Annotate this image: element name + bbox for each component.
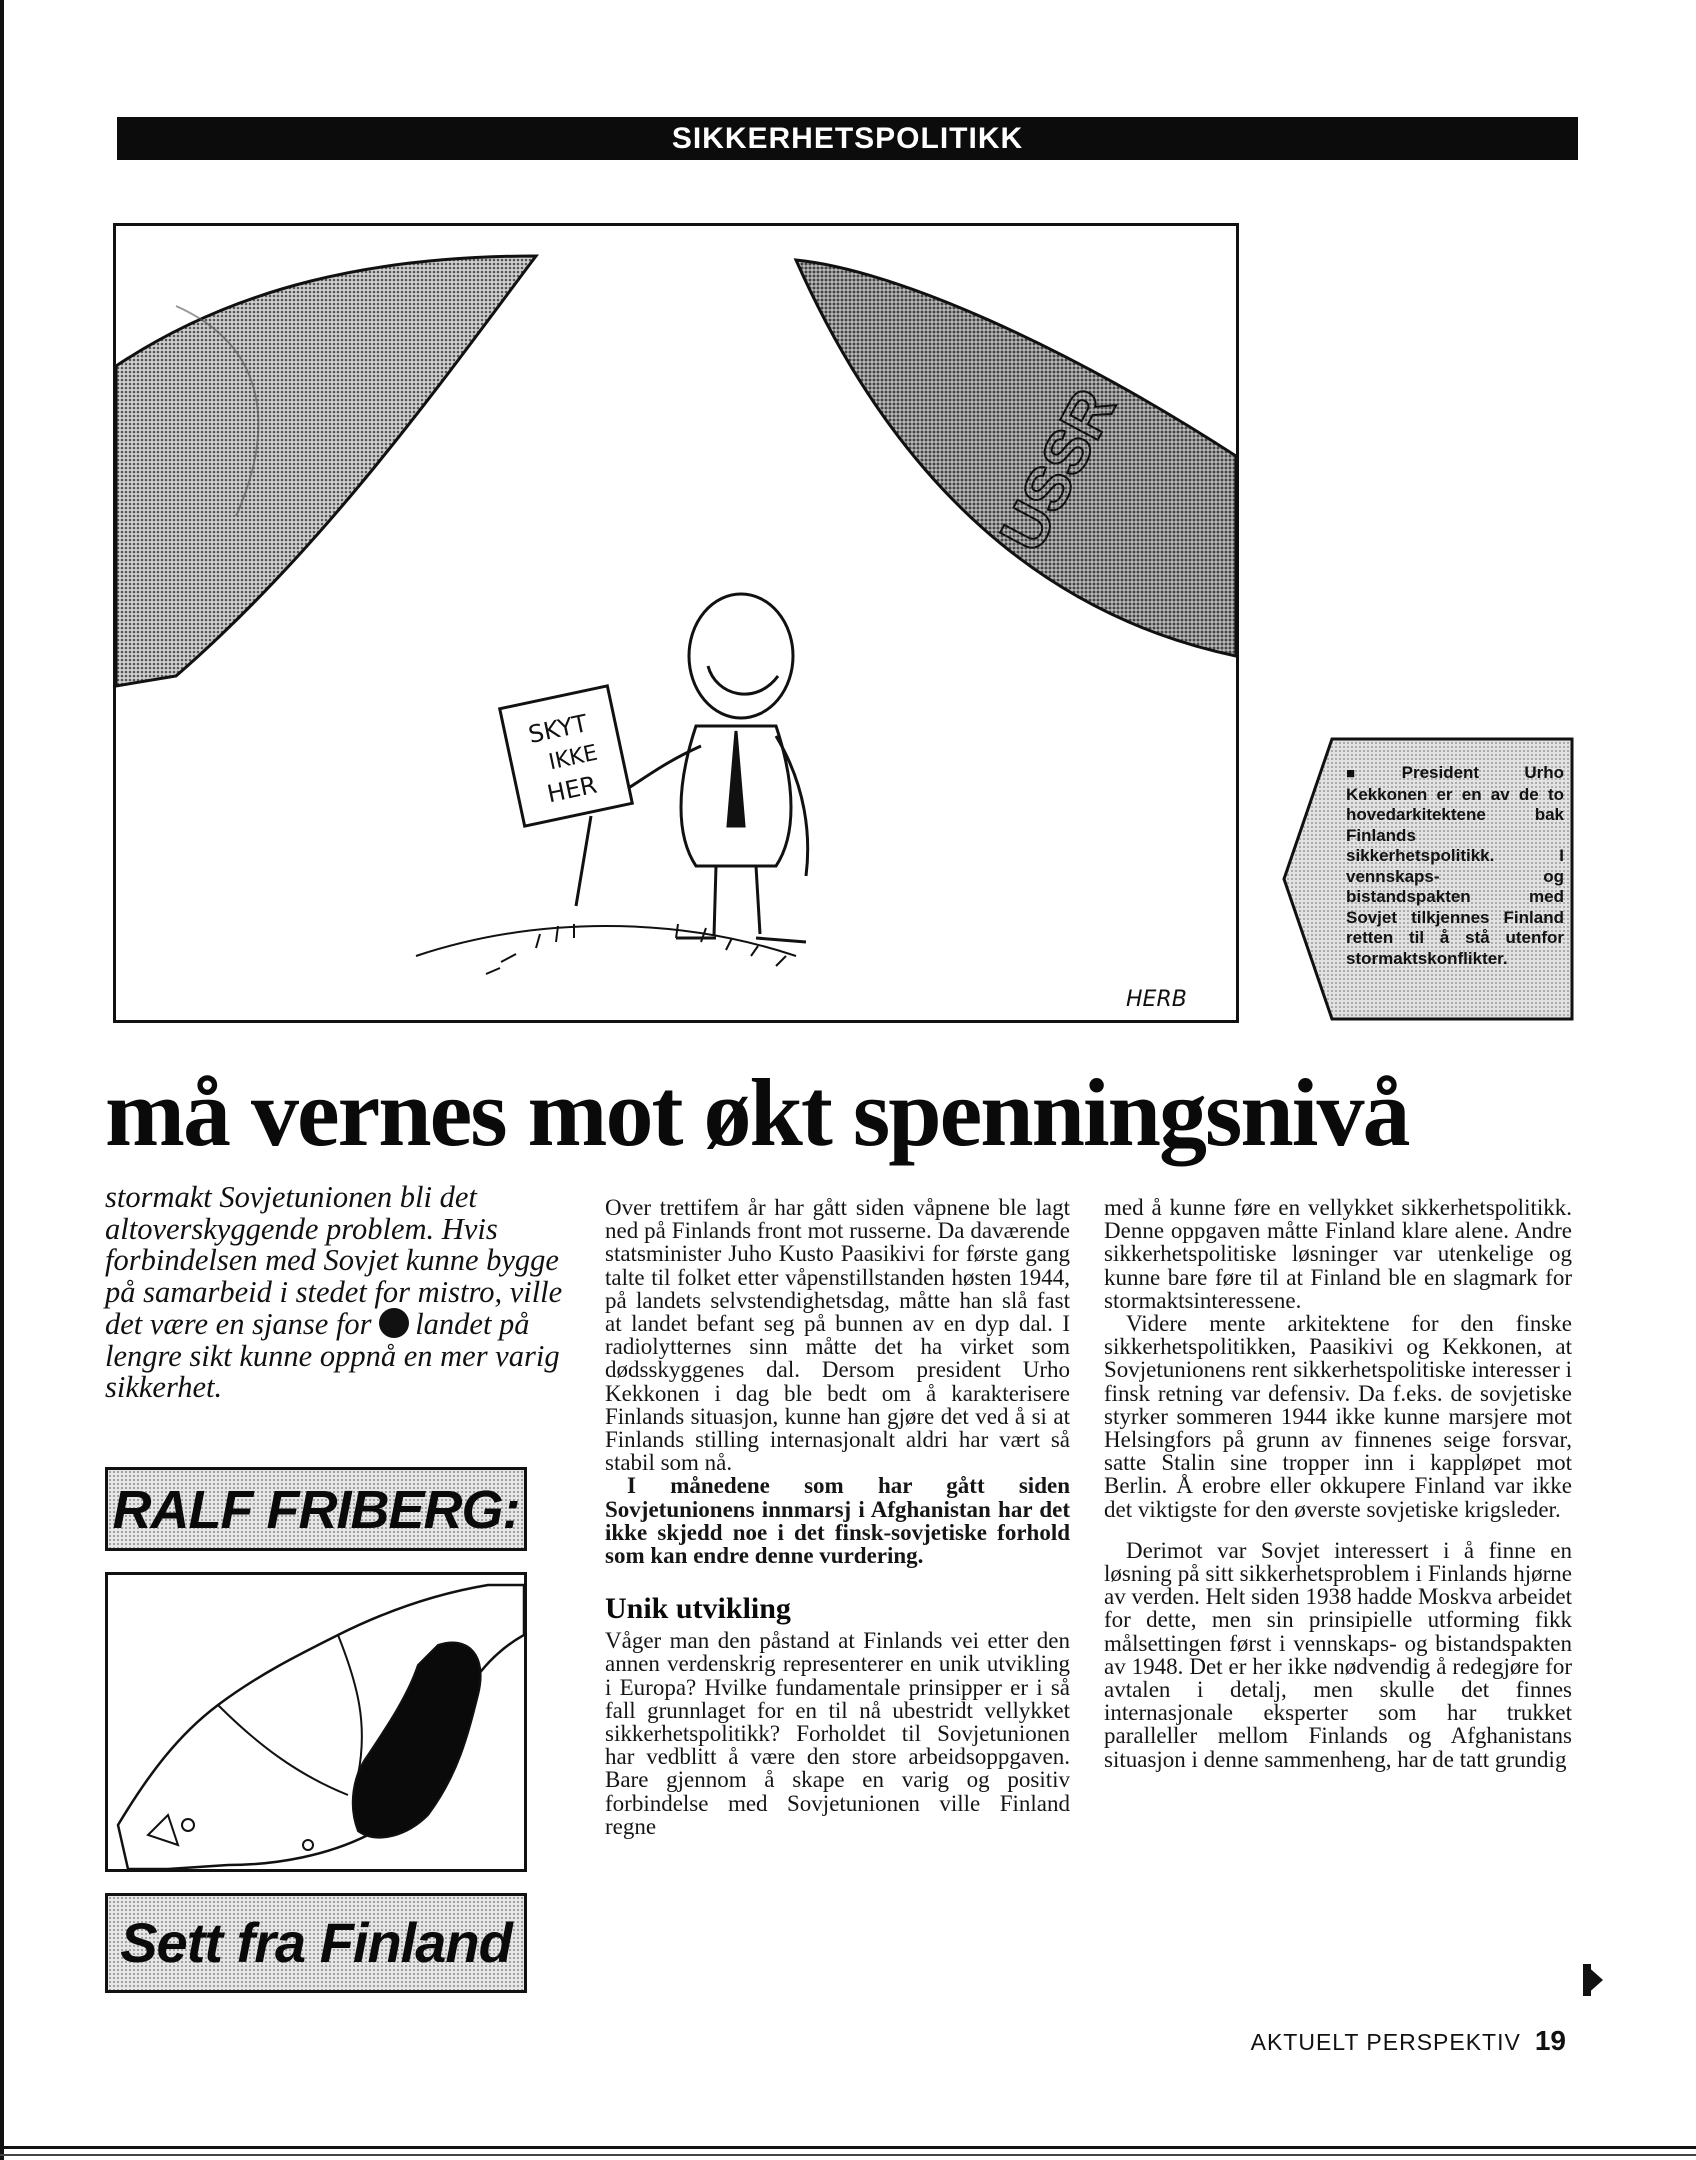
lead-paragraph [105, 1182, 571, 1404]
page-footer [1251, 2026, 1566, 2057]
article-column-2 [605, 1196, 1070, 1838]
sign-line-2: IKKE [546, 740, 600, 776]
series-title: Sett fra Finland [105, 1893, 527, 1993]
kekkonen-figure [606, 594, 808, 942]
author-byline: RALF FRIBERG: [105, 1467, 527, 1551]
col2-paragraph-1: Over trettifem år har gått siden våpnene ble lagt ned på Finlands front mot russerne. Da daværende statsminister Juho Kusto Paasikivi for første gang talte til folket etter våpenstillstanden høsten 1944, på landets selvstendighetsdag, måtte han slå fast at landet befant seg på bunnen av en dyp dal. I radiolytternes sinn måtte det ha virket som dødsskyggenes dal. Dersom president Urho Kekkonen i dag ble bedt om å karakterisere Finlands situasjon, kunne han gjøre det ved å si at Finlands stilling internasjonalt aldri har vært så stabil som nå. [605, 1195, 1070, 1476]
cartoonist-signature: HERB [1126, 987, 1187, 1012]
article-column-3 [1104, 1196, 1572, 1771]
page-number: 19 [1534, 2025, 1566, 2056]
headline: må vernes mot økt spenningsnivå [105, 1059, 1409, 1166]
lead-text-a: stormakt Sovjetunionen bli det altoverskyggende problem. Hvis forbindelsen med Sovjet kunne bygge på samarbeid i stedet for mistro, ville det være en sjanse for [105, 1180, 563, 1341]
map-drawing [108, 1575, 524, 1869]
ussr-label: USSR [987, 378, 1130, 563]
hill-ground [416, 926, 796, 956]
subheading-unik-utvikling: Unik utvikling [605, 1592, 791, 1626]
col2-paragraph-3: Våger man den påstand at Finlands vei etter den annen verdenskrig representerer en unik utvikling i Europa? Hvilke fundamentale prinsipper er i så fall grunnlaget for en til nå ubestridt vellykket sikkerhetspolitikk? Forholdet til Sovjetunionen har vedblitt å være den store arbeidsoppgaven. Bare gjennom å skape en varig og positiv forbindelse med Sovjetunionen ville Finland regne [605, 1628, 1070, 1839]
ornament-icon [379, 1308, 409, 1338]
lead-text-b: landet på lengre sikt kunne oppnå en mer varig sikkerhet. [105, 1307, 560, 1404]
left-shell-shape [116, 256, 536, 686]
section-title-bar: SIKKERHETSPOLITIKK [117, 117, 1578, 160]
page-edge-left [0, 0, 4, 2160]
sign-line-1: SKYT [525, 709, 590, 749]
page-edge-bottom [0, 2146, 1696, 2149]
cartoon-illustration [113, 223, 1239, 1023]
col3-paragraph-2: Videre mente arkitektene for den finske sikkerhetspolitikken, Paasikivi og Kekkonen, at Sovjetunionens rent sikkerhetspolitiske interesser i finsk retning var defensiv. Da f.eks. de sovjetiske styrker sommeren 1944 ikke kunne marsjere mot Helsingfors på grunn av finnenes seige forsvar, satte Stalin sine tropper inn i kappløpet mot Berlin. Å erobre eller okkupere Finland var ikke det viktigste for den øverste sovjetiske krigsleder. [1104, 1311, 1572, 1522]
sign-line-3: HER [544, 770, 600, 809]
cartoon-drawing [116, 226, 1236, 1020]
photo-caption-box [1282, 737, 1574, 1021]
col3-paragraph-3: Derimot var Sovjet interessert i å finne en løsning på sitt sikkerhetsproblem i Finlands hjørne av verden. Helt siden 1938 hadde Moskva arbeidet for dette, men sin prinsipielle utforming fikk målsettingen først i vennskaps- og bistandspakten av 1948. Det er her ikke nødvendig å redegjøre for avtalen i detalj, men skulle det finnes internasjonale eksperter som har trukket paralleller mellom Finlands og Afghanistans situasjon i denne sammenheng, har de tatt grundig [1104, 1537, 1572, 1772]
right-shell-shape [796, 260, 1236, 656]
publication-name: AKTUELT PERSPEKTIV [1250, 2029, 1521, 2055]
nordic-map [105, 1572, 527, 1872]
col3-paragraph-1: med å kunne føre en vellykket sikkerhetspolitikk. Denne oppgaven måtte Finland klare alene. Andre sikkerhetspolitiske løsninger var utenkelige og kunne bare føre til at Finland ble en slagmark for stormaktsinteressene. [1104, 1195, 1572, 1313]
col2-paragraph-2-bold: I månedene som har gått siden Sovjetunionens innmarsj i Afghanistan har det ikke skjedd noe i det finsk-sovjetiske forhold som kan endre denne vurdering. [605, 1473, 1070, 1569]
continue-arrow-icon [1583, 1960, 1605, 2000]
page-edge-bottom-inner [0, 2154, 1696, 2156]
caption-text: ■ President Urho Kekkonen er en av de to hovedarkitektene bak Finlands sikkerhetspolitikk. I vennskaps- og bistandspakten med Sovjet tilkjennes Finland retten til å stå utenfor stormaktskonflikter. [1346, 763, 1565, 968]
